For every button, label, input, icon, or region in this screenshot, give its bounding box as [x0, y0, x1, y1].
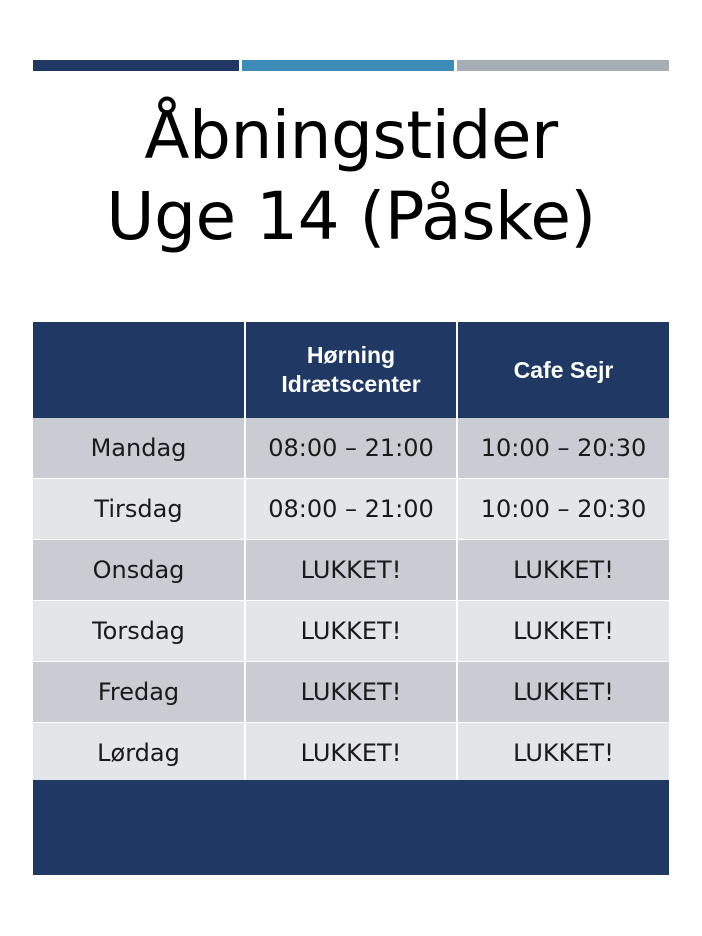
header-idraetscenter-line-1: Hørning — [306, 342, 396, 369]
cell-cafe: 10:00 – 20:30 — [457, 418, 669, 479]
table-header-cell-idraetscenter — [245, 322, 457, 418]
cell-cafe: LUKKET! — [457, 540, 669, 601]
cell-idraetscenter: LUKKET! — [245, 601, 457, 662]
table-row — [33, 601, 669, 662]
cell-idraetscenter: LUKKET! — [245, 662, 457, 723]
table-row — [33, 479, 669, 540]
table-row — [33, 723, 669, 784]
cell-day: Lørdag — [33, 723, 245, 784]
cell-cafe: 10:00 – 20:30 — [457, 479, 669, 540]
page-title-line-1: Åbningstider — [144, 97, 558, 174]
cell-cafe: LUKKET! — [457, 662, 669, 723]
cell-day: Onsdag — [33, 540, 245, 601]
cell-idraetscenter: LUKKET! — [245, 723, 457, 784]
cell-idraetscenter: LUKKET! — [245, 540, 457, 601]
footer-band — [33, 780, 669, 875]
page-title — [0, 96, 702, 257]
table-header-row — [33, 322, 669, 418]
cell-day: Torsdag — [33, 601, 245, 662]
table-row — [33, 418, 669, 479]
top-bar-dark — [33, 60, 239, 71]
header-cafe-sejr-line-1: Cafe Sejr — [513, 356, 614, 383]
page-title-line-2: Uge 14 (Påske) — [106, 177, 596, 255]
cell-idraetscenter: 08:00 – 21:00 — [245, 418, 457, 479]
table-header — [33, 322, 669, 418]
cell-day: Mandag — [33, 418, 245, 479]
table-header-cell-cafe-sejr — [457, 322, 669, 418]
table-header-cell-empty — [33, 322, 245, 418]
table-row — [33, 662, 669, 723]
cell-cafe: LUKKET! — [457, 601, 669, 662]
cell-day: Tirsdag — [33, 479, 245, 540]
cell-day: Fredag — [33, 662, 245, 723]
cell-idraetscenter: 08:00 – 21:00 — [245, 479, 457, 540]
table-row — [33, 540, 669, 601]
top-bar-light — [457, 60, 669, 71]
schedule-table — [33, 322, 669, 845]
decorative-top-bars — [33, 60, 669, 71]
header-idraetscenter-line-2: Idrætscenter — [281, 371, 421, 397]
cell-cafe: LUKKET! — [457, 723, 669, 784]
schedule-table-wrapper — [33, 322, 669, 845]
top-bar-mid — [242, 60, 454, 71]
